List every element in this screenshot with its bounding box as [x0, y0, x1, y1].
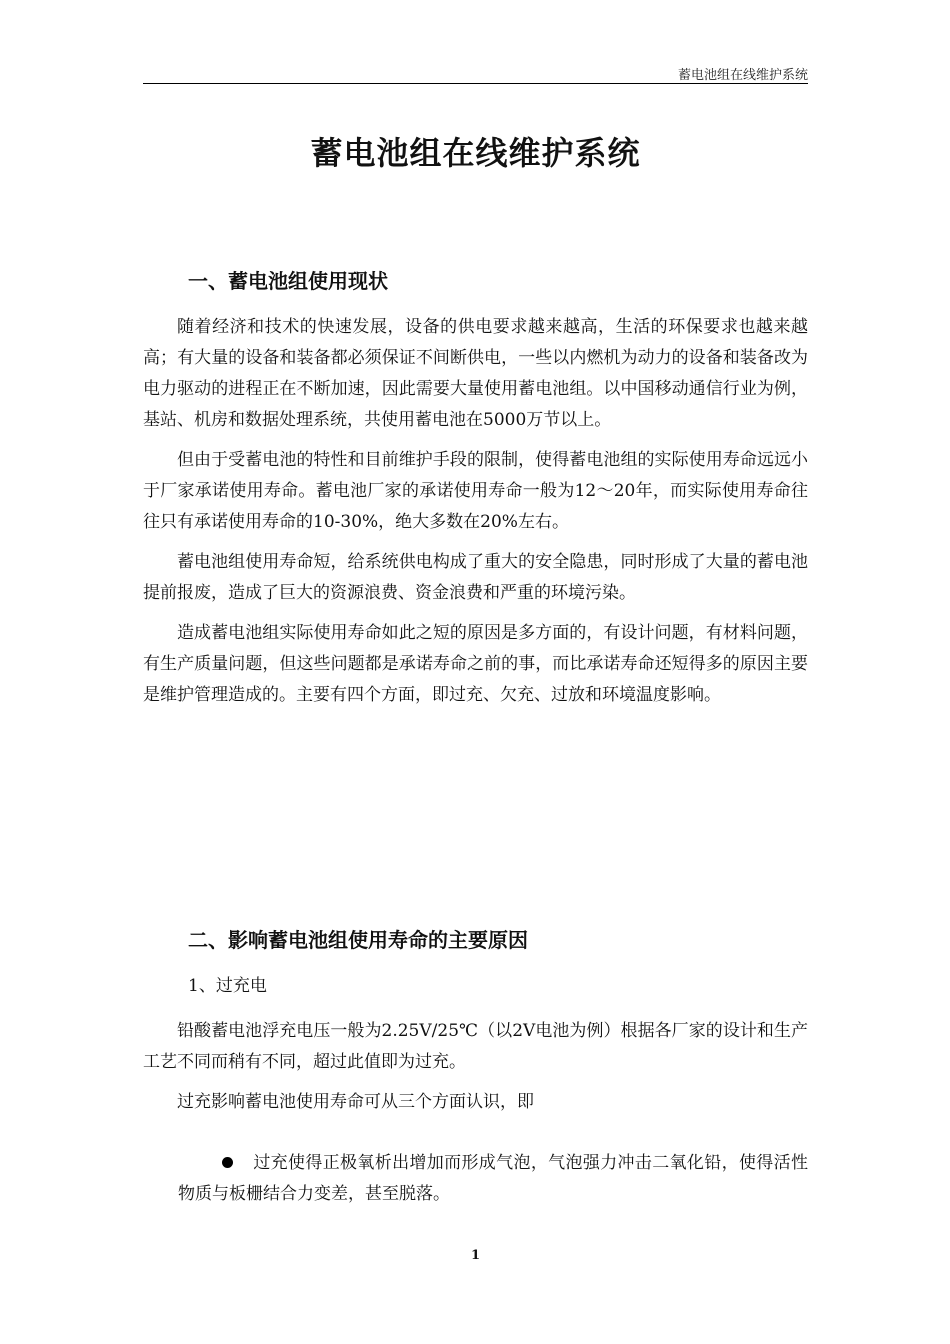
paragraph: 过充影响蓄电池使用寿命可从三个方面认识，即 — [177, 1092, 534, 1112]
paragraph: 铅酸蓄电池浮充电压一般为2.25V/25℃（以2V电池为例）根据各厂家的设计和生产工艺不同而稍有不同，超过此值即为过充。 — [143, 1021, 808, 1072]
bullet-icon — [222, 1157, 233, 1168]
section-2-body — [143, 1016, 808, 1127]
document-title: 蓄电池组在线维护系统 — [310, 134, 641, 172]
section-1-body — [143, 312, 808, 720]
sub-heading-overcharge: 1、过充电 — [188, 976, 267, 996]
page-number: 1 — [470, 1248, 481, 1263]
paragraph: 蓄电池组使用寿命短，给系统供电构成了重大的安全隐患，同时形成了大量的蓄电池提前报废，造成了巨大的资源浪费、资金浪费和严重的环境污染。 — [143, 552, 808, 603]
section-2-heading: 二、影响蓄电池组使用寿命的主要原因 — [188, 928, 528, 952]
bullet-item — [178, 1148, 808, 1210]
running-header: 蓄电池组在线维护系统 — [677, 68, 808, 83]
paragraph: 造成蓄电池组实际使用寿命如此之短的原因是多方面的，有设计问题，有材料问题，有生产质量问题，但这些问题都是承诺寿命之前的事，而比承诺寿命还短得多的原因主要是维护管理造成的。主要有四个方面，即过充、欠充、过放和环境温度影响。 — [143, 623, 808, 705]
paragraph: 随着经济和技术的快速发展，设备的供电要求越来越高，生活的环保要求也越来越高；有大量的设备和装备都必须保证不间断供电，一些以内燃机为动力的设备和装备改为电力驱动的进程正在不断加速，因此需要大量使用蓄电池组。以中国移动通信行业为例，基站、机房和数据处理系统，共使用蓄电池在5000万节以上。 — [143, 317, 808, 430]
header-rule — [143, 83, 808, 84]
paragraph: 但由于受蓄电池的特性和目前维护手段的限制，使得蓄电池组的实际使用寿命远远小于厂家承诺使用寿命。蓄电池厂家的承诺使用寿命一般为12～20年，而实际使用寿命往往只有承诺使用寿命的10-30%，绝大多数在20%左右。 — [143, 450, 808, 532]
section-1-heading: 一、蓄电池组使用现状 — [188, 269, 388, 293]
bullet-text: 过充使得正极氧析出增加而形成气泡，气泡强力冲击二氧化铅，使得活性物质与板栅结合力变差，甚至脱落。 — [178, 1153, 808, 1204]
